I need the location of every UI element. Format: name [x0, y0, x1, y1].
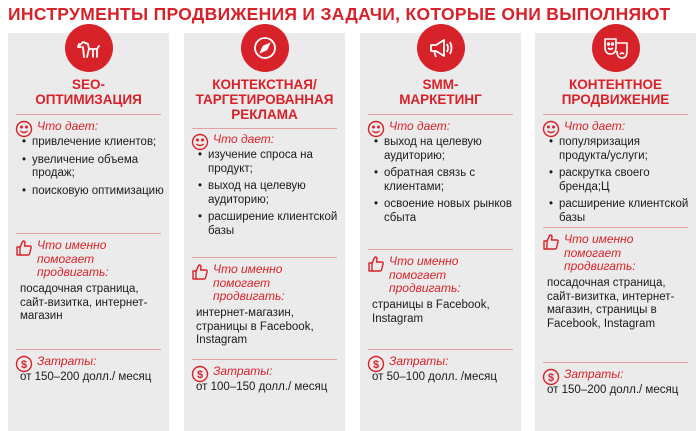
list-item: • популяризация продукта/услуги; [547, 136, 692, 163]
card-smm [360, 33, 521, 431]
divider [368, 349, 513, 350]
card-badge [65, 24, 113, 72]
card-badge [241, 24, 289, 72]
gives-label: Что дает: [213, 132, 275, 146]
gives-list [196, 149, 341, 242]
gives-label: Что дает: [564, 119, 626, 133]
dog-icon [74, 33, 104, 63]
promotes-text: интернет-магазин, страницы в Facebook, Instagram [196, 307, 314, 346]
gives-list [20, 136, 165, 202]
gives-label: Что дает: [37, 119, 99, 133]
card-title: КОНТЕНТНОЕ ПРОДВИЖЕНИЕ [561, 77, 670, 107]
costs-label: Затраты: [389, 354, 449, 368]
costs-text: от 150–200 долл./ месяц [20, 371, 152, 383]
promotes-label: Что именно помогает продвигать: [37, 238, 109, 279]
costs-text: от 50–100 долл. /месяц [372, 371, 497, 383]
card-title: SEO- ОПТИМИЗАЦИЯ [35, 77, 142, 107]
svg-text:$: $ [196, 369, 204, 381]
card-content-promotion [535, 33, 696, 431]
list-item: • обратная связь с клиентами; [372, 167, 517, 194]
card-context-ads [184, 33, 345, 431]
list-item: • поисковую оптимизацию [20, 185, 165, 199]
list-item: • выход на целевую аудиторию; [372, 136, 517, 163]
costs-text: от 150–200 долл./ месяц [547, 384, 679, 396]
gives-list [372, 136, 517, 229]
card-badge [417, 24, 465, 72]
compass-icon [250, 33, 280, 63]
divider [192, 359, 337, 360]
divider [368, 249, 513, 250]
list-item: • расширение клиентской базы [547, 198, 692, 225]
svg-text:$: $ [547, 372, 555, 384]
svg-text:$: $ [20, 359, 28, 371]
costs-label: Затраты: [37, 354, 97, 368]
gives-list [547, 136, 692, 229]
divider [368, 114, 513, 115]
svg-text:$: $ [372, 359, 380, 371]
megaphone-icon [426, 33, 456, 63]
promotes-label: Что именно помогает продвигать: [213, 262, 285, 303]
theater-masks-icon [601, 33, 631, 63]
divider [16, 233, 161, 234]
promotes-label: Что именно помогает продвигать: [389, 254, 461, 295]
card-badge [592, 24, 640, 72]
card-title: КОНТЕКСТНАЯ/ ТАРГЕТИРОВАННАЯ РЕКЛАМА [195, 77, 334, 122]
card-seo [8, 33, 169, 431]
divider [16, 114, 161, 115]
list-item: • расширение клиентской базы [196, 211, 341, 238]
list-item: • изучение спроса на продукт; [196, 149, 341, 176]
divider [16, 349, 161, 350]
list-item: • раскрутка своего бренда;Ц [547, 167, 692, 194]
page-title: ИНСТРУМЕНТЫ ПРОДВИЖЕНИЯ И ЗАДАЧИ, КОТОРЫЕ ОНИ ВЫПОЛНЯЮТ [8, 4, 671, 24]
divider [543, 227, 688, 228]
card-title: SMM- МАРКЕТИНГ [399, 77, 482, 107]
gives-label: Что дает: [389, 119, 451, 133]
divider [192, 128, 337, 129]
divider [192, 257, 337, 258]
thumbs-up-icon [15, 239, 33, 257]
costs-label: Затраты: [213, 364, 273, 378]
promotes-text: посадочная страница, сайт-визитка, интернет-магазин, страницы в Facebook, Instagram [547, 277, 675, 330]
thumbs-up-icon [367, 255, 385, 273]
list-item: • освоение новых рынков сбыта [372, 198, 517, 225]
promotes-text: посадочная страница, сайт-визитка, интернет-магазин [20, 283, 148, 322]
list-item: • привлечение клиентов; [20, 136, 165, 150]
promotes-text: страницы в Facebook, Instagram [372, 299, 490, 325]
divider [543, 362, 688, 363]
list-item: • выход на целевую аудиторию; [196, 180, 341, 207]
divider [543, 114, 688, 115]
costs-text: от 100–150 долл./ месяц [196, 381, 328, 393]
list-item: • увеличение объема продаж; [20, 154, 165, 181]
promotes-label: Что именно помогает продвигать: [564, 232, 636, 273]
thumbs-up-icon [542, 233, 560, 251]
thumbs-up-icon [191, 263, 209, 281]
costs-label: Затраты: [564, 367, 624, 381]
